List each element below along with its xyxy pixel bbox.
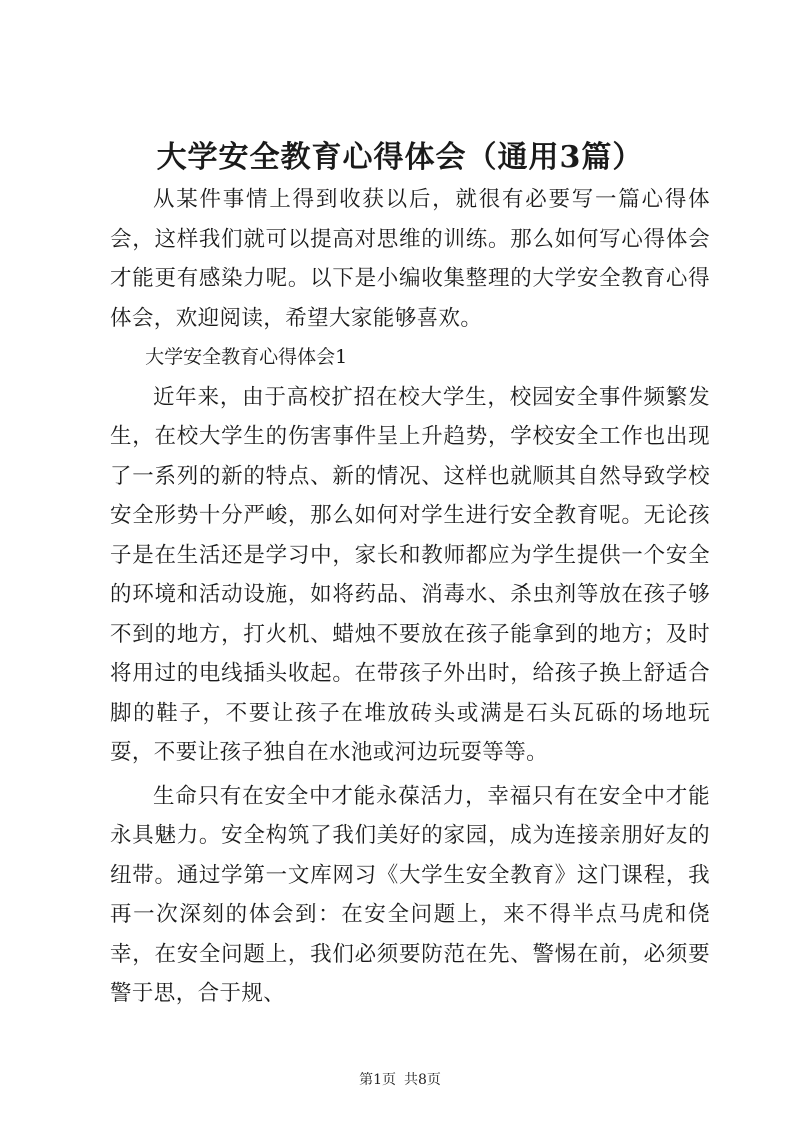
- page-footer: [0, 1071, 800, 1089]
- intro-paragraph: 从某件事情上得到收获以后，就很有必要写一篇心得体会，这样我们就可以提高对思维的训练。那么如何写心得体会才能更有感染力呢。以下是小编收集整理的大学安全教育心得体会，欢迎阅读，希望大家能够喜欢。: [110, 187, 710, 331]
- document-title: 大学安全教育心得体会（通用3篇）: [156, 140, 644, 175]
- page-number: 第1页: [359, 1072, 396, 1088]
- body-paragraph-2: 生命只有在安全中才能永葆活力，幸福只有在安全中才能永具魅力。安全构筑了我们美好的家园，成为连接亲朋好友的纽带。通过学第一文库网习《大学生安全教育》这门课程，我再一次深刻的体会到：在安全问题上，来不得半点马虎和侥幸，在安全问题上，我们必须要防范在先、警惕在前，必须要警于思，合于规、: [110, 783, 710, 1006]
- page-total: 共8页: [404, 1072, 441, 1088]
- section-heading: 大学安全教育心得体会1: [145, 346, 348, 368]
- body-paragraph-1: 近年来，由于高校扩招在校大学生，校园安全事件频繁发生，在校大学生的伤害事件呈上升趋势，学校安全工作也出现了一系列的新的特点、新的情况、这样也就顺其自然导致学校安全形势十分严峻，那么如何对学生进行安全教育呢。无论孩子是在生活还是学习中，家长和教师都应为学生提供一个安全的环境和活动设施，如将药品、消毒水、杀虫剂等放在孩子够不到的地方，打火机、蜡烛不要放在孩子能拿到的地方；及时将用过的电线插头收起。在带孩子外出时，给孩子换上舒适合脚的鞋子，不要让孩子在堆放砖头或满是石头瓦砾的场地玩耍，不要让孩子独自在水池或河边玩耍等等。: [110, 384, 710, 765]
- document-body: [110, 180, 710, 1014]
